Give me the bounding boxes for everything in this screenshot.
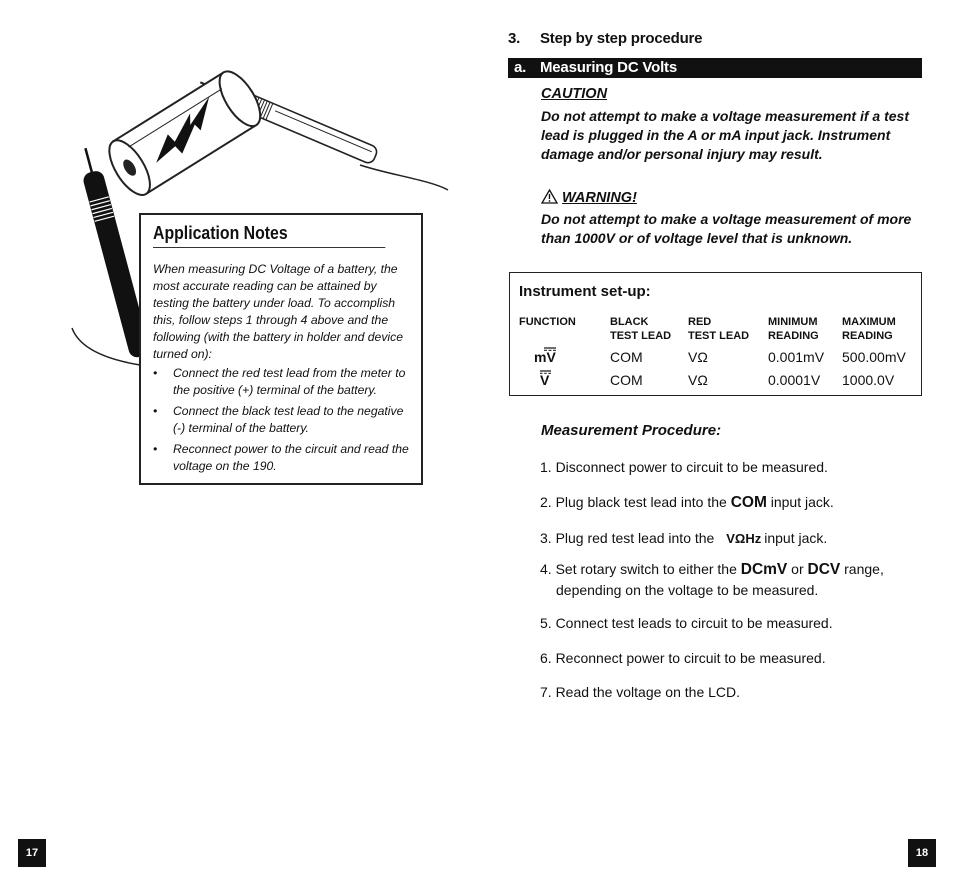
table-cell: VΩ <box>688 349 708 365</box>
procedure-step-4: 4. Set rotary switch to either the DCmV or DCV range, depending on the voltage to be measured. <box>540 561 884 598</box>
column-header-maximum: MAXIMUM READING <box>842 316 896 342</box>
procedure-step-7: 7. Read the voltage on the LCD. <box>540 684 741 700</box>
application-notes-list <box>153 365 411 475</box>
caution-text: Do not attempt to make a voltage measurement if a test lead is plugged in the A or mA input jack. Instrument damage and/or personal injury may result. <box>541 108 909 162</box>
com-jack-label: COM <box>730 494 767 511</box>
column-header-function: FUNCTION <box>519 316 576 328</box>
subsection-title: Measuring DC Volts <box>540 59 677 76</box>
list-item: • Connect the red test lead from the meter to the positive (+) terminal of the battery. <box>153 366 406 397</box>
dcmv-range-label: DCmV <box>740 561 788 578</box>
page-number-left: 17 <box>18 839 46 867</box>
procedure-step-6: 6. Reconnect power to circuit to be measured. <box>540 650 826 666</box>
column-header-minimum: MINIMUM READING <box>768 316 819 342</box>
table-cell: 500.00mV <box>842 349 906 365</box>
subsection-heading-bar <box>508 58 922 78</box>
table-cell: 0.0001V <box>768 372 821 388</box>
list-item: • Connect the black test lead to the negative (-) terminal of the battery. <box>153 404 404 435</box>
application-notes-title: Application Notes <box>153 223 385 248</box>
procedure-step-2: 2. Plug black test lead into the COM input jack. <box>540 494 834 511</box>
page-number-right: 18 <box>908 839 936 867</box>
table-cell: COM <box>610 372 643 388</box>
warning-title: WARNING! <box>562 190 637 206</box>
column-header-black-lead: BLACK TEST LEAD <box>610 316 672 342</box>
dc-volt-symbol: V <box>540 372 550 388</box>
table-cell: 1000.0V <box>842 372 895 388</box>
table-cell: COM <box>610 349 643 365</box>
table-cell: 0.001mV <box>768 349 825 365</box>
section-heading <box>508 30 702 47</box>
dcv-range-label: DCV <box>807 561 841 578</box>
procedure-step-5: 5. Connect test leads to circuit to be measured. <box>540 615 833 631</box>
column-header-red-lead: RED TEST LEAD <box>688 316 750 342</box>
measurement-procedure-title: Measurement Procedure: <box>541 422 722 439</box>
procedure-step-1: 1. Disconnect power to circuit to be measured. <box>540 459 828 475</box>
application-notes-box <box>139 213 423 485</box>
caution-title: CAUTION <box>541 86 608 102</box>
dc-millivolt-symbol: mV <box>534 349 556 365</box>
warning-heading <box>541 189 637 208</box>
subsection-letter: a. <box>514 59 527 76</box>
instrument-setup-title: Instrument set-up: <box>519 283 651 300</box>
table-cell: VΩ <box>688 372 708 388</box>
list-item: • Reconnect power to the circuit and read the voltage on the 190. <box>153 442 409 473</box>
section-number: 3. <box>508 30 521 47</box>
section-title: Step by step procedure <box>540 30 703 47</box>
warning-triangle-icon <box>541 189 558 208</box>
v-ohm-hz-jack-label: VΩHz <box>726 531 762 546</box>
warning-text: Do not attempt to make a voltage measurement of more than 1000V or of voltage level that is unknown. <box>541 211 912 246</box>
application-notes-intro: When measuring DC Voltage of a battery, the most accurate reading can be attained by testing the battery under load. To accomplish this, follow steps 1 through 4 above and the following (with the battery in holder and device turned on): <box>153 262 403 361</box>
procedure-step-3: 3. Plug red test lead into the VΩHz input jack. <box>540 530 828 546</box>
